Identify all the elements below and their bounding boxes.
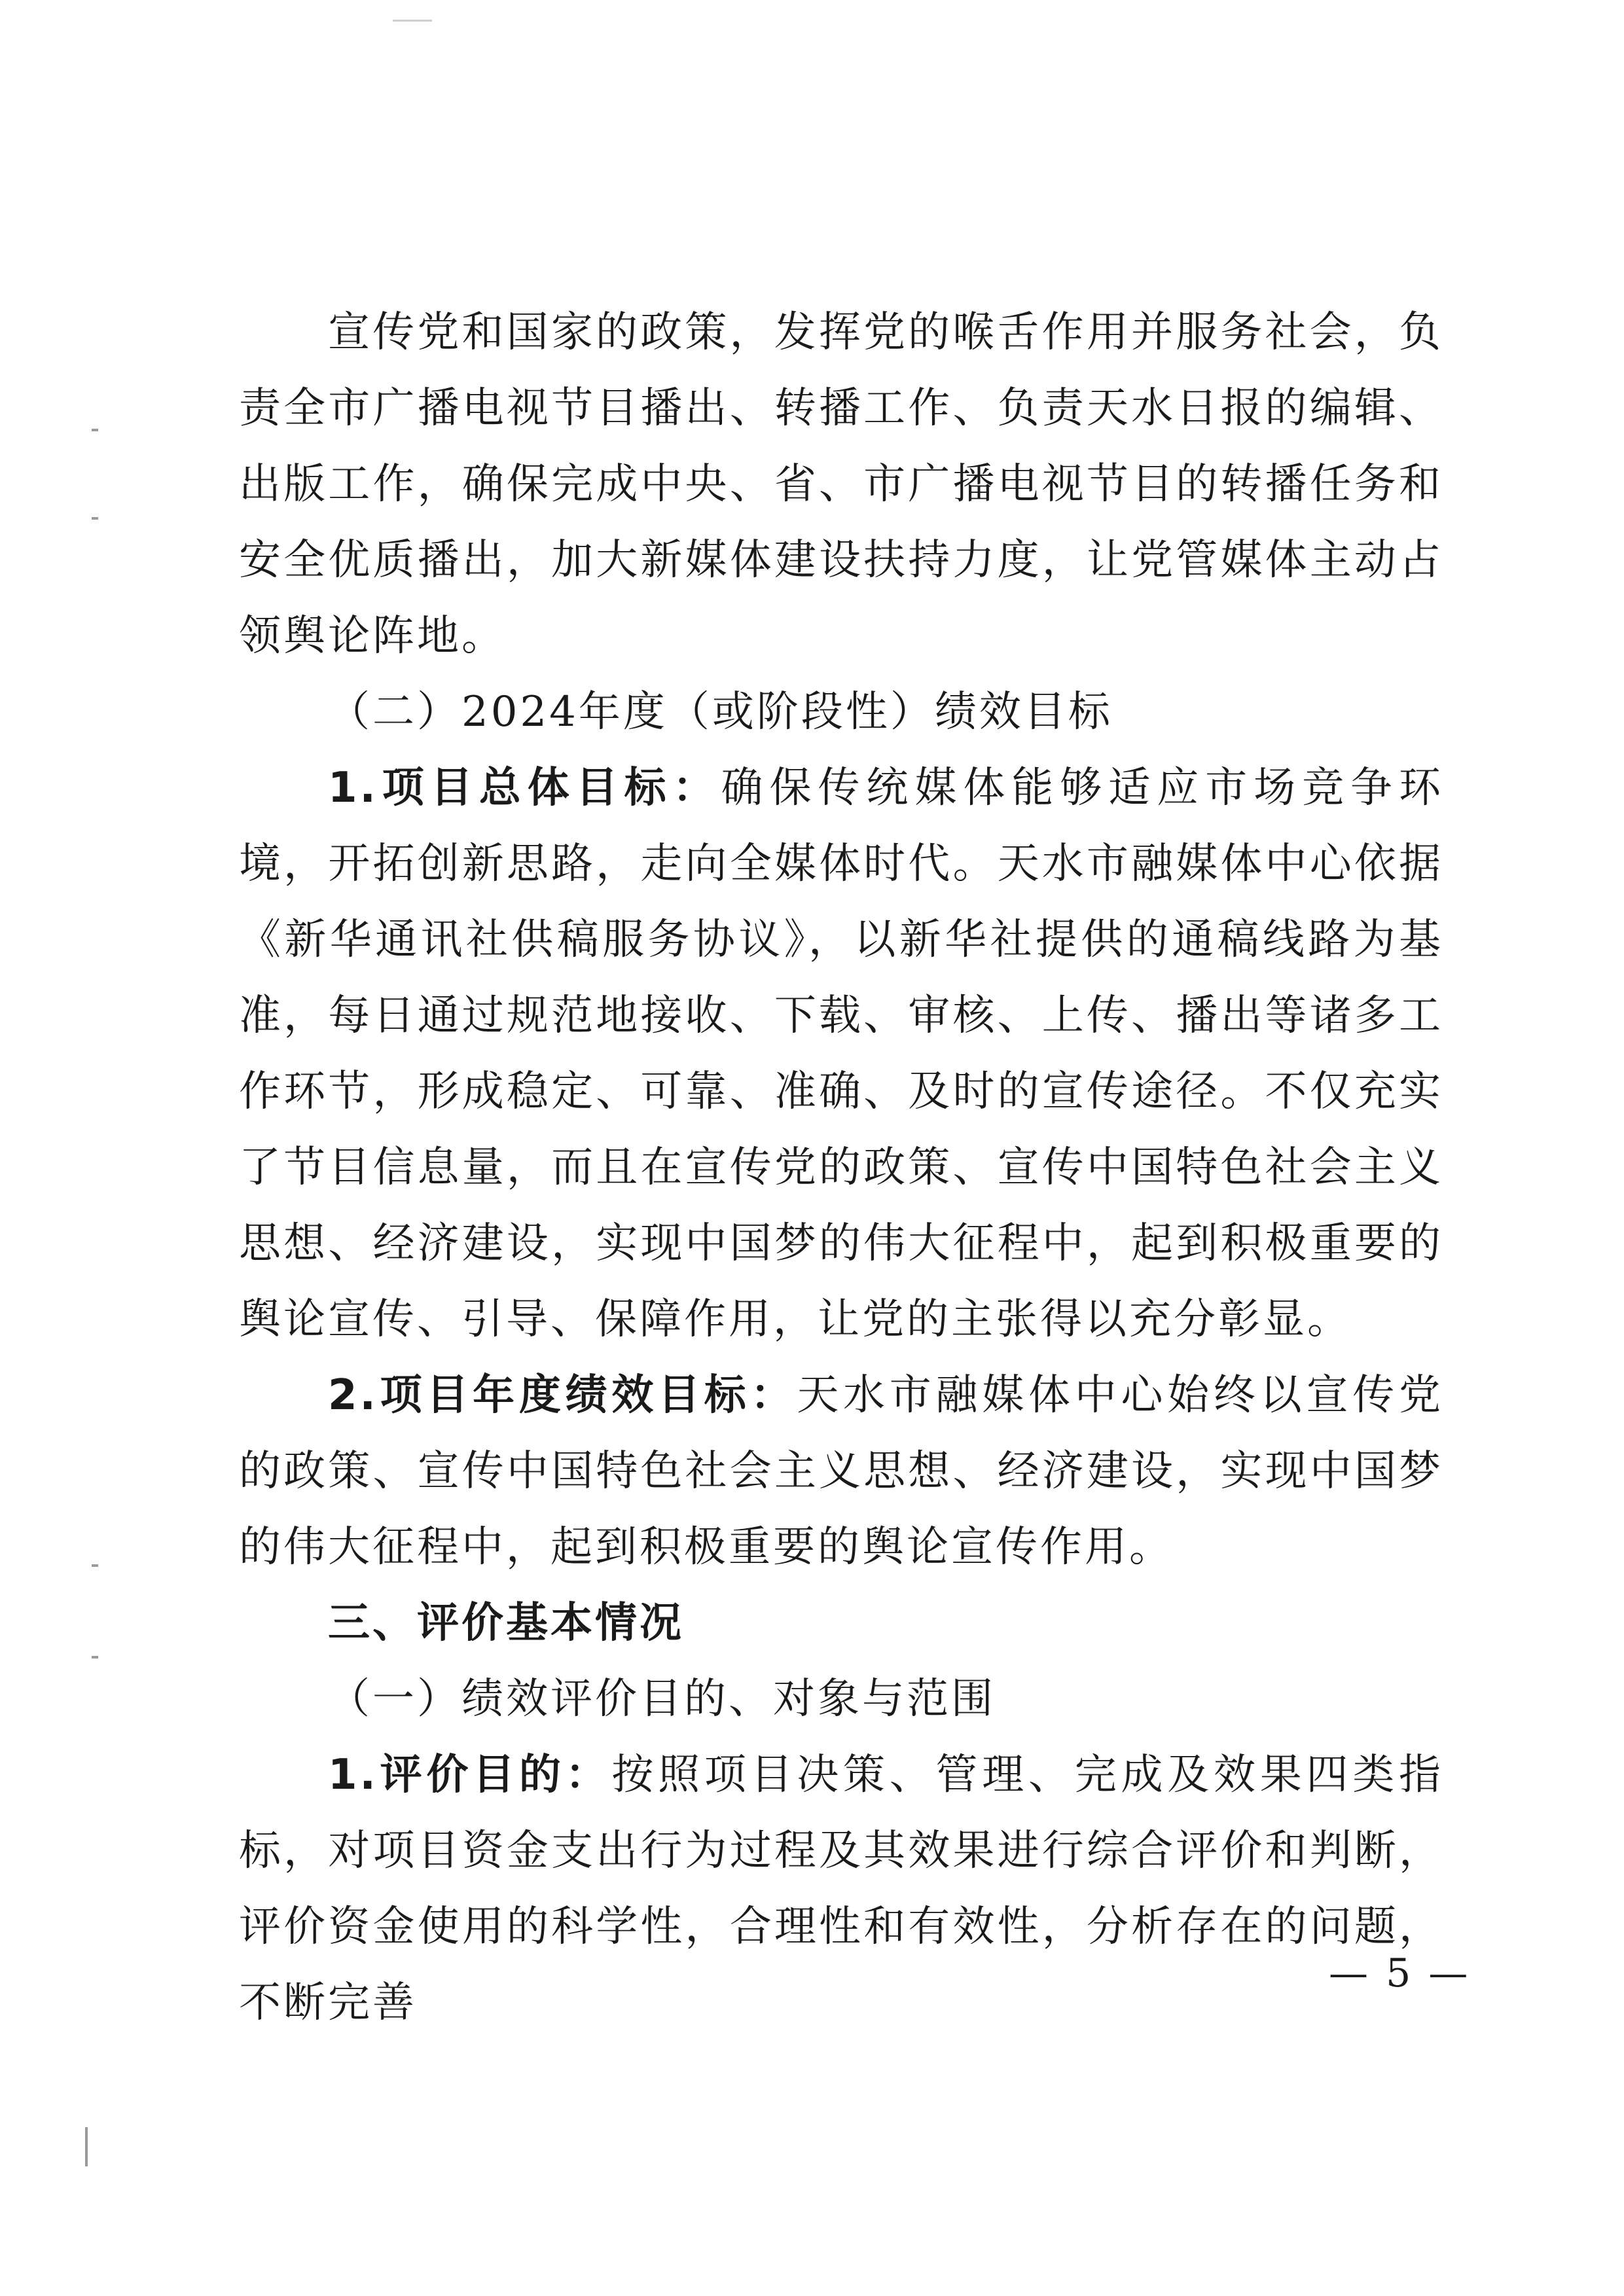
scan-mark <box>92 1656 98 1659</box>
document-body <box>239 295 1443 2041</box>
page-number: — 5 — <box>1329 1950 1471 1996</box>
evaluation-purpose-text: 按照项目决策、管理、完成及效果四类指标，对项目资金支出行为过程及其效果进行综合评价和判断，评价资金使用的科学性，合理性和有效性，分析存在的问题，不断完善 <box>239 1751 1444 2027</box>
section-3-heading: 三、评价基本情况 <box>328 1599 684 1647</box>
section-2-heading: （二）2024年度（或阶段性）绩效目标 <box>328 688 1113 736</box>
evaluation-purpose-lead: 1.评价目的： <box>328 1751 612 1799</box>
scan-mark <box>393 20 432 22</box>
paragraph-evaluation-purpose <box>239 1737 1443 2041</box>
scan-mark <box>92 1564 98 1567</box>
scan-mark <box>92 429 98 431</box>
scan-mark <box>92 517 98 520</box>
overall-goal-lead: 1.项目总体目标： <box>328 764 721 812</box>
annual-goal-lead: 2.项目年度绩效目标： <box>328 1371 797 1420</box>
section-3-subheading: （一）绩效评价目的、对象与范围 <box>328 1675 996 1723</box>
scan-mark <box>85 2127 88 2166</box>
paragraph-continued: 宣传党和国家的政策，发挥党的喉舌作用并服务社会，负责全市广播电视节目播出、转播工作、负责天水日报的编辑、出版工作，确保完成中央、省、市广播电视节目的转播任务和安全优质播出，加大新媒体建设扶持力度，让党管媒体主动占领舆论阵地。 <box>239 308 1443 660</box>
paragraph-annual-goal <box>239 1357 1443 1585</box>
paragraph-overall-goal <box>239 750 1443 1357</box>
annual-goal-text: 天水市融媒体中心始终以宣传党的政策、宣传中国特色社会主义思想、经济建设，实现中国梦的伟大征程中，起到积极重要的舆论宣传作用。 <box>239 1371 1444 1571</box>
overall-goal-text: 确保传统媒体能够适应市场竞争环境，开拓创新思路，走向全媒体时代。天水市融媒体中心依据《新华通讯社供稿服务协议》，以新华社提供的通稿线路为基准，每日通过规范地接收、下载、审核、上传、播出等诸多工作环节，形成稳定、可靠、准确、及时的宣传途径。不仅充实了节目信息量，而且在宣传党的政策、宣传中国特色社会主义思想、经济建设，实现中国梦的伟大征程中，起到积极重要的舆论宣传、引导、保障作用，让党的主张得以充分彰显。 <box>239 764 1444 1344</box>
